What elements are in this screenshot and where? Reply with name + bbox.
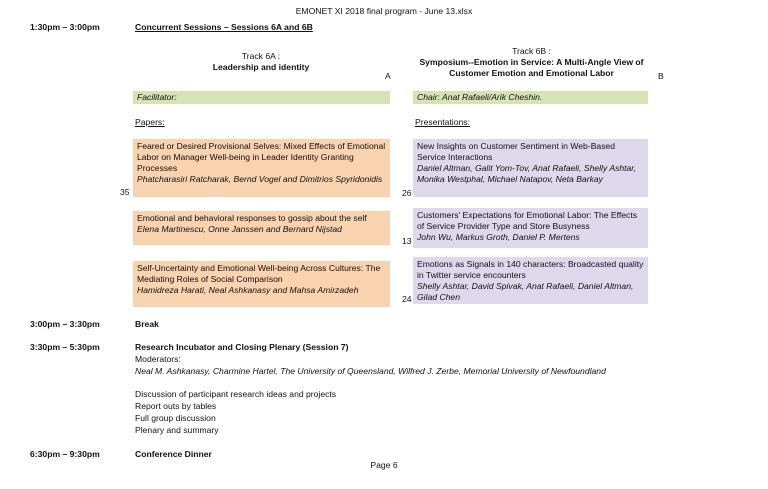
presentation-b3 — [413, 257, 648, 304]
session-title: Concurrent Sessions – Sessions 6A and 6B — [135, 22, 313, 32]
presentation-number: 26 — [402, 188, 412, 198]
chair-cell: Chair: Anat Rafaeli/Arik Cheshin. — [413, 91, 648, 104]
presentation-number: 13 — [402, 236, 412, 246]
session7-item: Full group discussion — [135, 413, 216, 423]
paper-a2 — [133, 211, 390, 245]
page-number: Page 6 — [370, 460, 398, 470]
presentation-authors: John Wu, Markus Groth, Daniel P. Mertens — [417, 232, 580, 242]
facilitator-cell: Facilitator: — [133, 91, 390, 104]
dinner-title: Conference Dinner — [135, 449, 212, 459]
session7-item: Report outs by tables — [135, 401, 217, 411]
track-a-label: Track 6A : — [241, 51, 281, 61]
track-a-header — [135, 51, 387, 73]
break-time: 3:00pm – 3:30pm — [30, 319, 100, 329]
track-b-label: Track 6B : — [512, 46, 551, 56]
presentation-title: New Insights on Customer Sentiment in Web-Based Service Interactions — [417, 141, 616, 162]
moderators-label: Moderators: — [135, 354, 181, 364]
column-marker-a: A — [385, 71, 391, 81]
paper-title: Feared or Desired Provisional Selves: Mixed Effects of Emotional Labor on Manager Well-being in Leader Identity Granting Processes — [137, 141, 386, 173]
session-time: 1:30pm – 3:00pm — [30, 22, 100, 32]
session7-item: Plenary and summary — [135, 425, 219, 435]
presentation-b2 — [413, 208, 648, 248]
session7-time: 3:30pm – 5:30pm — [30, 342, 100, 352]
moderators-list: Neal M. Ashkanasy, Charmine Hartel, The University of Queensland, Wilfred J. Zerbe, Memorial University of Newfoundland — [135, 366, 606, 376]
presentation-b1 — [413, 139, 648, 197]
track-b-title: Symposium--Emotion in Service: A Multi-Angle View of Customer Emotion and Emotional Labor — [419, 57, 644, 78]
dinner-time: 6:30pm – 9:30pm — [30, 449, 100, 459]
paper-a1 — [133, 139, 390, 197]
paper-title: Self-Uncertainty and Emotional Well-being Across Cultures: The Mediating Roles of Social Comparison — [137, 263, 381, 284]
session7-item: Discussion of participant research ideas and projects — [135, 389, 337, 399]
paper-a3 — [133, 261, 390, 307]
paper-authors: Elena Martinescu, Onne Janssen and Bernard Nijstad — [137, 224, 342, 234]
presentation-number: 24 — [402, 294, 412, 304]
column-marker-b: B — [658, 71, 664, 81]
presentation-authors: Shelly Ashtar, David Spivak, Anat Rafaeli, Daniel Altman, Gilad Chen — [417, 281, 634, 302]
track-b-header — [415, 46, 648, 79]
paper-authors: Phatcharasiri Ratcharak, Bernd Vogel and Dimitrios Spyridonidis — [137, 174, 383, 184]
papers-heading: Papers: — [135, 117, 165, 127]
paper-title: Emotional and behavioral responses to gossip about the self — [137, 213, 367, 223]
session7-title: Research Incubator and Closing Plenary (Session 7) — [135, 342, 349, 352]
document-header: EMONET XI 2018 final program - June 13.xlsx — [295, 6, 473, 16]
presentation-title: Customers’ Expectations for Emotional Labor: The Effects of Service Provider Type and Store Busyness — [417, 210, 638, 231]
paper-number: 35 — [120, 187, 130, 197]
paper-authors: Hamidreza Harati, Neal Ashkanasy and Mahsa Amirzadeh — [137, 285, 359, 295]
presentations-heading: Presentations: — [415, 117, 470, 127]
break-title: Break — [135, 319, 159, 329]
presentation-authors: Daniel Altman, Galit Yom-Tov, Anat Rafaeli, Shelly Ashtar, Monika Westphal, Michael Natapov, Neta Barkay — [417, 163, 637, 184]
presentation-title: Emotions as Signals in 140 characters: Broadcasted quality in Twitter service encounters — [417, 259, 644, 280]
track-a-title: Leadership and identity — [212, 62, 310, 72]
